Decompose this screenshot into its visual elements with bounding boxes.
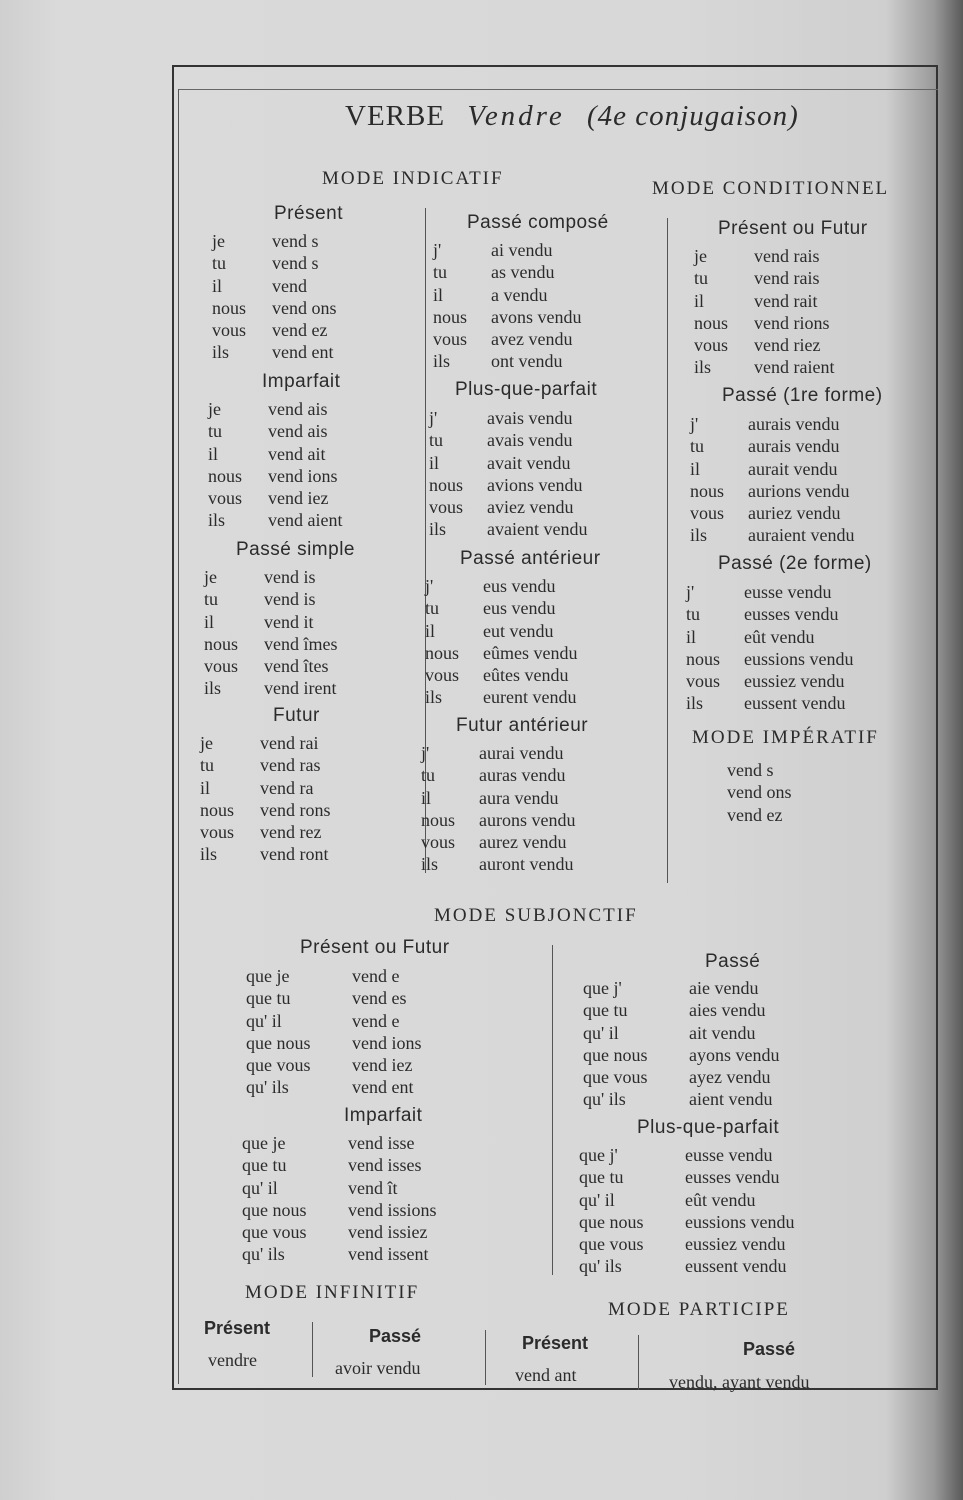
conjugation-line: nous — [694, 312, 729, 333]
conjugation-line: vous — [694, 335, 729, 356]
page-title — [345, 100, 799, 133]
conjugation-line: nous — [429, 474, 464, 495]
conjugation-line: nous — [425, 642, 460, 663]
subjonctif-present-label: Présent ou Futur — [300, 937, 450, 958]
conjugation-line: que j' — [583, 978, 622, 998]
conjugation-line: tu — [212, 253, 227, 274]
conjugation-line: nous — [421, 809, 456, 830]
indicatif-passe-anterieur-pronouns — [425, 575, 459, 709]
conjugation-line: avais vendu — [487, 408, 573, 428]
conjugation-line: vend ent — [352, 1077, 414, 1098]
conjugation-line: ait vendu — [689, 1022, 756, 1043]
conjugation-line: vend es — [352, 988, 407, 1009]
conjugation-line: il — [429, 452, 440, 473]
conjugation-line: avaient vendu — [487, 519, 588, 540]
mode-conditionnel-heading: MODE CONDITIONNEL — [652, 178, 890, 199]
conjugation-line: tu — [425, 598, 440, 619]
conjugation-line: aurions vendu — [748, 480, 850, 501]
conjugation-line: vend iez — [352, 1055, 413, 1076]
infinitif-passe-value: avoir vendu — [335, 1358, 421, 1378]
conjugation-line: vend ons — [272, 297, 337, 318]
subjonctif-imparfait-pronouns — [242, 1132, 307, 1266]
conjugation-line: il — [425, 620, 436, 641]
conjugation-line: vous — [204, 656, 239, 677]
conjugation-line: avons vendu — [491, 306, 582, 327]
conjugation-line: il — [200, 777, 211, 798]
indicatif-passe-simple-pronouns — [204, 566, 238, 700]
conjugation-line: ils — [686, 693, 704, 714]
indicatif-futur-anterieur-pronouns — [421, 742, 455, 876]
conjugation-line: eût vendu — [685, 1189, 756, 1210]
conjugation-line: tu — [421, 765, 436, 786]
conjugation-line: que nous — [583, 1044, 648, 1065]
conjugation-line: eussent vendu — [744, 693, 846, 714]
conjugation-line: ils — [200, 844, 218, 865]
conjugation-line: avions vendu — [487, 474, 583, 495]
indicatif-passe-anterieur-forms — [483, 575, 577, 709]
indicatif-passe-compose-forms — [491, 239, 581, 373]
subjonctif-passe-pronouns — [583, 977, 648, 1111]
mode-participe-heading: MODE PARTICIPE — [608, 1299, 790, 1320]
indicatif-present-label: Présent — [274, 203, 343, 224]
conjugation-line: ils — [433, 351, 451, 372]
indicatif-present-forms — [272, 230, 337, 364]
conjugation-line: aurons vendu — [479, 809, 576, 830]
indicatif-futur-forms — [260, 732, 331, 866]
conjugation-line: il — [421, 787, 432, 808]
conjugation-line: vend rais — [754, 268, 820, 289]
conjugation-line: qu' il — [242, 1177, 278, 1198]
conjugation-line: que vous — [246, 1055, 311, 1076]
conditionnel-passe1-forms — [748, 413, 854, 547]
conjugation-line: il — [204, 611, 215, 632]
indicatif-plus-que-parfait-label: Plus-que-parfait — [455, 379, 598, 400]
indicatif-futur-anterieur-label: Futur antérieur — [456, 715, 589, 736]
conjugation-line: ils — [421, 854, 439, 875]
conjugation-line: vous — [421, 832, 456, 853]
conjugation-line: il — [433, 284, 444, 305]
indicatif-futur-label: Futur — [273, 705, 320, 726]
conjugation-line: vend e — [352, 966, 400, 986]
subjonctif-plus-que-parfait-forms — [685, 1144, 795, 1278]
conjugation-line: qu' ils — [579, 1256, 622, 1277]
conjugation-line: vend ions — [268, 465, 338, 486]
conjugation-line: qu' il — [583, 1022, 619, 1043]
conjugation-line: nous — [208, 465, 243, 486]
indicatif-passe-simple-label: Passé simple — [236, 539, 355, 560]
participe-passe-label: Passé — [743, 1339, 796, 1359]
conjugation-line: aurez vendu — [479, 832, 567, 853]
title-suffix: (4e conjugaison) — [587, 100, 799, 132]
conjugation-line: que nous — [242, 1199, 307, 1220]
participe-passe-value: vendu, ayant vendu — [669, 1372, 810, 1392]
conjugation-line: vend ent — [272, 342, 334, 363]
conjugation-line: vend it — [264, 611, 314, 632]
conjugation-line: eus vendu — [483, 576, 556, 596]
conjugation-line: que tu — [579, 1167, 624, 1188]
conditionnel-passe2-label: Passé (2e forme) — [718, 553, 872, 574]
conditionnel-present-forms — [754, 245, 834, 379]
conjugation-line: eurent vendu — [483, 687, 577, 708]
conjugation-line: ils — [212, 342, 230, 363]
conjugation-line: que tu — [583, 1000, 628, 1021]
indicatif-passe-simple-forms — [264, 566, 338, 700]
conjugation-line: vend rions — [754, 312, 830, 333]
conjugation-line: j' — [429, 408, 438, 428]
subjonctif-plus-que-parfait-label: Plus-que-parfait — [637, 1117, 780, 1138]
conjugation-line: eusses vendu — [744, 604, 839, 625]
conjugation-line: ai vendu — [491, 240, 553, 260]
imperatif-forms — [727, 759, 792, 826]
conjugation-line: aies vendu — [689, 1000, 766, 1021]
conjugation-line: ils — [204, 678, 222, 699]
indicatif-plus-que-parfait-pronouns — [429, 407, 463, 541]
conjugation-line: il — [694, 290, 705, 311]
conjugation-line: ils — [429, 519, 447, 540]
conjugation-line: il — [208, 443, 219, 464]
conjugation-line: vous — [433, 329, 468, 350]
conjugation-line: aie vendu — [689, 978, 759, 998]
conjugation-line: aient vendu — [689, 1089, 773, 1110]
indicatif-plus-que-parfait-forms — [487, 407, 587, 541]
conjugation-line: nous — [686, 648, 721, 669]
divider-participe-left — [485, 1330, 486, 1385]
conjugation-line: vend — [272, 275, 307, 296]
conjugation-line: qu' il — [246, 1010, 282, 1031]
conjugation-line: eussiez vendu — [685, 1234, 786, 1255]
conjugation-line: vend ras — [260, 755, 321, 776]
conjugation-line: ont vendu — [491, 351, 563, 372]
conjugation-line: j' — [421, 743, 430, 763]
conjugation-line: eus vendu — [483, 598, 556, 619]
conjugation-line: vend rons — [260, 799, 331, 820]
participe-present-value: vend ant — [515, 1365, 577, 1385]
conjugation-line: que j' — [579, 1145, 618, 1165]
conjugation-line: qu' ils — [242, 1244, 285, 1265]
conjugation-line: je — [212, 231, 225, 251]
conjugation-line: eût vendu — [744, 626, 815, 647]
conjugation-line: avais vendu — [487, 430, 573, 451]
conjugation-line: eussent vendu — [685, 1256, 787, 1277]
conjugation-line: ils — [694, 357, 712, 378]
infinitif-present-value: vendre — [208, 1350, 257, 1370]
title-prefix: VERBE — [345, 100, 446, 132]
conjugation-line: vend s — [727, 760, 774, 780]
conjugation-line: que nous — [579, 1211, 644, 1232]
indicatif-present-pronouns — [212, 230, 246, 364]
conjugation-line: vend ît — [348, 1177, 398, 1198]
conjugation-line: eussiez vendu — [744, 671, 845, 692]
conjugation-line: auriez vendu — [748, 503, 841, 524]
conjugation-line: que je — [242, 1133, 286, 1153]
mode-imperatif-heading: MODE IMPÉRATIF — [692, 727, 879, 748]
conjugation-line: j' — [425, 576, 434, 596]
conjugation-line: vous — [200, 822, 235, 843]
participe-present-label: Présent — [522, 1333, 589, 1353]
conjugation-line: j' — [433, 240, 442, 260]
conjugation-line: vend riez — [754, 335, 821, 356]
conjugation-line: a vendu — [491, 284, 548, 305]
conjugation-line: vend irent — [264, 678, 337, 699]
conjugation-line: tu — [204, 589, 219, 610]
conjugation-line: aura vendu — [479, 787, 559, 808]
conjugation-line: qu' ils — [246, 1077, 289, 1098]
conjugation-line: vend is — [264, 567, 316, 587]
conjugation-line: vend isses — [348, 1155, 422, 1176]
indicatif-passe-anterieur-label: Passé antérieur — [460, 548, 601, 569]
conjugation-line: vend ions — [352, 1032, 422, 1053]
conjugation-line: vous — [208, 488, 243, 509]
conjugation-line: vous — [429, 497, 464, 518]
conjugation-line: vend s — [272, 231, 319, 251]
conjugation-line: eûtes vendu — [483, 665, 569, 686]
conjugation-line: eusse vendu — [685, 1145, 773, 1165]
conjugation-line: eut vendu — [483, 620, 554, 641]
conjugation-line: je — [208, 399, 221, 419]
conjugation-line: j' — [690, 414, 699, 434]
conjugation-line: nous — [433, 306, 468, 327]
conjugation-line: vend issions — [348, 1199, 437, 1220]
conjugation-line: que vous — [242, 1222, 307, 1243]
conjugation-line: vend s — [272, 253, 319, 274]
conjugation-line: tu — [433, 262, 448, 283]
mode-indicatif-heading: MODE INDICATIF — [322, 168, 504, 189]
subjonctif-imparfait-label: Imparfait — [344, 1105, 423, 1126]
conjugation-line: vend îmes — [264, 633, 338, 654]
conjugation-line: vend ez — [272, 320, 328, 341]
conjugation-line: tu — [694, 268, 709, 289]
conjugation-line: aurai vendu — [479, 743, 564, 763]
title-verb: Vendre — [467, 100, 565, 132]
conditionnel-passe1-pronouns — [690, 413, 724, 547]
conjugation-line: auront vendu — [479, 854, 574, 875]
conjugation-line: auraient vendu — [748, 525, 855, 546]
conjugation-line: je — [204, 567, 217, 587]
mode-subjonctif-heading: MODE SUBJONCTIF — [434, 905, 638, 926]
conditionnel-passe2-forms — [744, 581, 854, 715]
conjugation-line: ils — [425, 687, 443, 708]
subjonctif-passe-forms — [689, 977, 779, 1111]
conjugation-line: aurait vendu — [748, 458, 838, 479]
conjugation-line: que tu — [246, 988, 291, 1009]
conjugation-line: vous — [212, 320, 247, 341]
conjugation-line: vend issent — [348, 1244, 429, 1265]
infinitif-passe-label: Passé — [369, 1326, 422, 1346]
subjonctif-imparfait-forms — [348, 1132, 437, 1266]
conjugation-line: eûmes vendu — [483, 642, 578, 663]
subjonctif-present-pronouns — [246, 965, 311, 1099]
conjugation-line: je — [200, 733, 213, 753]
conjugation-line: tu — [690, 436, 705, 457]
conjugation-line: vend ais — [268, 399, 328, 419]
conjugation-line: aurais vendu — [748, 414, 840, 434]
conjugation-line: vous — [686, 671, 721, 692]
conjugation-line: eusse vendu — [744, 582, 832, 602]
conditionnel-passe2-pronouns — [686, 581, 720, 715]
conjugation-line: il — [686, 626, 697, 647]
conditionnel-passe1-label: Passé (1re forme) — [722, 385, 883, 406]
subjonctif-present-forms — [352, 965, 422, 1099]
conjugation-line: nous — [212, 297, 247, 318]
conjugation-line: qu' ils — [583, 1089, 626, 1110]
conjugation-line: que nous — [246, 1032, 311, 1053]
conjugation-line: avait vendu — [487, 452, 571, 473]
divider-infinitif — [312, 1322, 313, 1377]
conjugation-line: qu' il — [579, 1189, 615, 1210]
indicatif-passe-compose-pronouns — [433, 239, 467, 373]
indicatif-passe-compose-label: Passé composé — [467, 212, 609, 233]
conjugation-line: tu — [429, 430, 444, 451]
conjugation-line: nous — [204, 633, 239, 654]
conditionnel-present-label: Présent ou Futur — [718, 218, 868, 239]
conjugation-line: vous — [690, 503, 725, 524]
divider-conditionnel — [667, 218, 668, 883]
conjugation-line: avez vendu — [491, 329, 573, 350]
conjugation-line: que tu — [242, 1155, 287, 1176]
subjonctif-plus-que-parfait-pronouns — [579, 1144, 644, 1278]
conjugation-line: que vous — [583, 1067, 648, 1088]
conjugation-line: vend ra — [260, 777, 314, 798]
conjugation-line: eusses vendu — [685, 1167, 780, 1188]
conjugation-line: j' — [686, 582, 695, 602]
conjugation-line: vend iez — [268, 488, 329, 509]
conjugation-line: je — [694, 246, 707, 266]
conjugation-line: tu — [208, 421, 223, 442]
conditionnel-present-pronouns — [694, 245, 728, 379]
conjugation-line: vend ez — [727, 804, 783, 825]
indicatif-imparfait-forms — [268, 398, 342, 532]
indicatif-imparfait-pronouns — [208, 398, 242, 532]
conjugation-line: il — [212, 275, 223, 296]
infinitif-present-label: Présent — [204, 1318, 271, 1338]
conjugation-line: vend ais — [268, 421, 328, 442]
subjonctif-passe-label: Passé — [705, 951, 761, 972]
conjugation-line: vend ons — [727, 782, 792, 803]
conjugation-line: vend rais — [754, 246, 820, 266]
conjugation-line: que vous — [579, 1234, 644, 1255]
conjugation-line: nous — [690, 480, 725, 501]
conjugation-line: vend e — [352, 1010, 400, 1031]
conjugation-line: vend ront — [260, 844, 329, 865]
conjugation-line: vend rai — [260, 733, 319, 753]
conjugation-line: ayons vendu — [689, 1044, 780, 1065]
conjugation-line: que je — [246, 966, 290, 986]
conjugation-line: vend îtes — [264, 656, 329, 677]
conjugation-line: tu — [686, 604, 701, 625]
conjugation-line: vend ait — [268, 443, 326, 464]
conjugation-line: vend rez — [260, 822, 322, 843]
conjugation-line: aurais vendu — [748, 436, 840, 457]
conjugation-line: eussions vendu — [744, 648, 854, 669]
conjugation-line: eussions vendu — [685, 1211, 795, 1232]
indicatif-futur-pronouns — [200, 732, 234, 866]
mode-infinitif-heading: MODE INFINITIF — [245, 1282, 420, 1303]
conjugation-line: il — [690, 458, 701, 479]
conjugation-line: ils — [208, 510, 226, 531]
conjugation-line: auras vendu — [479, 765, 566, 786]
conjugation-line: aviez vendu — [487, 497, 574, 518]
conjugation-line: ils — [690, 525, 708, 546]
conjugation-line: tu — [200, 755, 215, 776]
conjugation-line: as vendu — [491, 262, 555, 283]
conjugation-line: nous — [200, 799, 235, 820]
conjugation-line: vend rait — [754, 290, 818, 311]
conjugation-line: vend is — [264, 589, 316, 610]
divider-subjonctif — [552, 945, 553, 1275]
conjugation-line: ayez vendu — [689, 1067, 771, 1088]
conjugation-line: vous — [425, 665, 460, 686]
conjugation-line: vend raient — [754, 357, 835, 378]
conjugation-line: vend isse — [348, 1133, 415, 1153]
indicatif-futur-anterieur-forms — [479, 742, 575, 876]
conjugation-line: vend aient — [268, 510, 343, 531]
divider-participe — [638, 1335, 639, 1390]
indicatif-imparfait-label: Imparfait — [262, 371, 341, 392]
conjugation-line: vend issiez — [348, 1222, 428, 1243]
